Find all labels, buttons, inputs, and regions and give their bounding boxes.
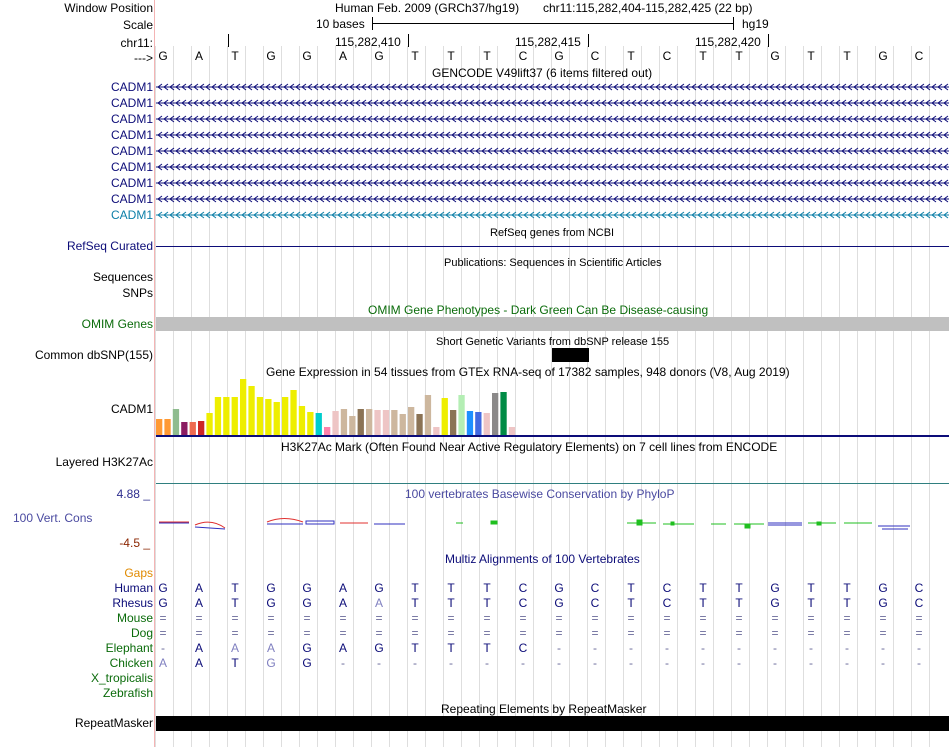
multiz-base: =: [735, 611, 743, 625]
gencode-transcript[interactable]: [156, 194, 949, 204]
gencode-transcript[interactable]: [156, 162, 949, 172]
multiz-base: -: [665, 656, 669, 670]
gtex-bar[interactable]: [484, 413, 490, 435]
base-letter: G: [302, 49, 312, 63]
base-letter: G: [554, 49, 564, 63]
base-letter: C: [662, 49, 672, 63]
gtex-bar[interactable]: [475, 412, 481, 435]
gencode-intron-arrows: [156, 100, 949, 106]
multiz-base: =: [915, 626, 923, 640]
scale-db: hg19: [742, 17, 769, 31]
multiz-base: T: [699, 581, 707, 595]
multiz-base: T: [483, 596, 491, 610]
multiz-base: C: [662, 596, 672, 610]
multiz-base: =: [735, 626, 743, 640]
publications-title: Publications: Sequences in Scientific Articles: [444, 257, 662, 269]
multiz-base: C: [590, 581, 600, 595]
repeatmasker-bar[interactable]: [156, 716, 949, 731]
gtex-bar[interactable]: [509, 427, 515, 435]
multiz-base: C: [590, 596, 600, 610]
gencode-item-label[interactable]: CADM1: [110, 160, 153, 174]
multiz-base: =: [339, 626, 347, 640]
multiz-base: A: [338, 641, 347, 655]
multiz-base: =: [375, 626, 383, 640]
gtex-bar[interactable]: [500, 392, 506, 435]
multiz-base: T: [231, 656, 239, 670]
multiz-base: -: [773, 656, 777, 670]
phylop-min: -4.5 _: [119, 536, 150, 550]
multiz-base: G: [266, 656, 276, 670]
multiz-base: =: [447, 626, 455, 640]
multiz-base: =: [807, 611, 815, 625]
phylop-label[interactable]: 100 Vert. Cons: [13, 511, 93, 525]
multiz-base: A: [194, 641, 203, 655]
multiz-species-label[interactable]: Rhesus: [112, 596, 153, 610]
gtex-bar[interactable]: [458, 395, 464, 435]
gtex-bar[interactable]: [257, 397, 263, 435]
h3k27ac-title: H3K27Ac Mark (Often Found Near Active Regulatory Elements) on 7 cell lines from ENCODE: [281, 440, 778, 454]
gtex-title: Gene Expression in 54 tissues from GTEx RNA-seq of 17382 samples, 948 donors (V8, Aug 2019): [266, 365, 790, 379]
multiz-base: =: [879, 611, 887, 625]
gtex-bar[interactable]: [316, 413, 322, 435]
multiz-base: -: [449, 656, 453, 670]
multiz-base: A: [194, 596, 203, 610]
base-letter: T: [411, 49, 419, 63]
gtex-bar[interactable]: [181, 422, 187, 435]
multiz-base: T: [627, 596, 635, 610]
base-letter: C: [914, 49, 924, 63]
multiz-base: =: [663, 626, 671, 640]
multiz-base: T: [735, 596, 743, 610]
multiz-base: G: [302, 641, 312, 655]
gencode-item-label[interactable]: CADM1: [110, 112, 153, 126]
base-letter: G: [770, 49, 780, 63]
window-position-label: Window Position: [64, 1, 153, 15]
multiz-base: G: [878, 581, 888, 595]
chrom-label: chr11:: [120, 36, 153, 50]
gtex-bar[interactable]: [265, 399, 271, 435]
multiz-base: =: [303, 626, 311, 640]
ruler-tick-label: 115,282,410: [335, 35, 401, 49]
multiz-base: =: [915, 611, 923, 625]
gtex-baseline: [156, 435, 949, 437]
refseq-title: RefSeq genes from NCBI: [490, 227, 615, 239]
omim-title: OMIM Gene Phenotypes - Dark Green Can Be Disease-causing: [368, 303, 709, 317]
multiz-base: T: [411, 581, 419, 595]
base-letter: T: [807, 49, 815, 63]
gencode-transcript[interactable]: [156, 146, 949, 156]
multiz-base: =: [843, 611, 851, 625]
multiz-base: =: [699, 611, 707, 625]
gtex-bar[interactable]: [358, 409, 364, 435]
multiz-species-label[interactable]: Zebrafish: [102, 686, 153, 700]
gencode-item-label[interactable]: CADM1: [110, 80, 153, 94]
multiz-base: T: [447, 596, 455, 610]
multiz-base: T: [843, 596, 851, 610]
h3k27ac-baseline: [156, 483, 949, 484]
gtex-bar[interactable]: [290, 390, 296, 435]
gencode-item-label[interactable]: CADM1: [110, 128, 153, 142]
base-letter: G: [158, 49, 168, 63]
phylop-title: 100 vertebrates Basewise Conservation by PhyloP: [405, 487, 675, 501]
gtex-label[interactable]: CADM1: [110, 402, 153, 416]
omim-bar[interactable]: [156, 317, 949, 331]
multiz-base: G: [878, 596, 888, 610]
multiz-base: G: [302, 596, 312, 610]
gencode-intron-arrows: [156, 132, 949, 138]
gencode-transcript[interactable]: [156, 82, 949, 92]
gtex-bar-chart[interactable]: [156, 378, 949, 438]
base-letter: T: [699, 49, 707, 63]
multiz-base: -: [845, 656, 849, 670]
gtex-bar[interactable]: [374, 410, 380, 435]
multiz-base: G: [158, 596, 168, 610]
multiz-species-label[interactable]: Dog: [130, 626, 153, 640]
multiz-species-label[interactable]: Elephant: [105, 641, 153, 655]
multiz-base: -: [809, 641, 813, 655]
gencode-transcript[interactable]: [156, 130, 949, 140]
multiz-base: G: [374, 641, 384, 655]
multiz-base: T: [483, 581, 491, 595]
multiz-base: G: [374, 581, 384, 595]
gencode-intron-arrows: [156, 212, 949, 218]
base-letter: T: [627, 49, 635, 63]
gtex-bar[interactable]: [240, 379, 246, 435]
multiz-base: C: [518, 581, 528, 595]
multiz-base: -: [773, 641, 777, 655]
multiz-base: C: [914, 596, 924, 610]
multiz-base: A: [194, 581, 203, 595]
multiz-base: -: [701, 641, 705, 655]
ruler-tick-label: 115,282,420: [695, 35, 761, 49]
multiz-base: -: [917, 656, 921, 670]
gencode-intron-arrows: [156, 196, 949, 202]
phylop-max: 4.88 _: [116, 487, 150, 501]
base-letter: C: [590, 49, 600, 63]
gencode-intron-arrows: [156, 180, 949, 186]
dbsnp-title: Short Genetic Variants from dbSNP release 155: [436, 336, 670, 348]
gencode-item-label[interactable]: CADM1: [110, 176, 153, 190]
multiz-base: =: [519, 611, 527, 625]
multiz-base: =: [627, 626, 635, 640]
ruler-tick: [408, 34, 409, 47]
gtex-bar[interactable]: [341, 409, 347, 435]
multiz-base: =: [807, 626, 815, 640]
gtex-bar[interactable]: [467, 411, 473, 435]
gtex-bar[interactable]: [198, 421, 204, 435]
base-letter: G: [266, 49, 276, 63]
multiz-base: =: [483, 626, 491, 640]
multiz-base: A: [158, 656, 167, 670]
gencode-item-label[interactable]: CADM1: [110, 96, 153, 110]
gtex-bar[interactable]: [442, 398, 448, 435]
publications-label-snps[interactable]: SNPs: [122, 286, 153, 300]
multiz-base: =: [519, 626, 527, 640]
multiz-base: G: [266, 596, 276, 610]
multiz-base: =: [555, 611, 563, 625]
multiz-base: A: [374, 596, 383, 610]
multiz-base: =: [267, 611, 275, 625]
multiz-base: T: [843, 581, 851, 595]
gtex-bar[interactable]: [324, 427, 330, 435]
ruler-tick: [228, 34, 229, 47]
gtex-bar[interactable]: [425, 395, 431, 435]
gencode-transcript[interactable]: [156, 210, 949, 220]
gtex-bar[interactable]: [391, 410, 397, 435]
dbsnp-label[interactable]: Common dbSNP(155): [34, 348, 153, 362]
base-letter: C: [518, 49, 528, 63]
multiz-base: T: [807, 596, 815, 610]
multiz-base: -: [377, 656, 381, 670]
multiz-base: T: [231, 581, 239, 595]
multiz-base: -: [737, 656, 741, 670]
base-letter: T: [735, 49, 743, 63]
multiz-base: =: [195, 611, 203, 625]
multiz-base: =: [447, 611, 455, 625]
base-letter: T: [843, 49, 851, 63]
multiz-base: =: [555, 626, 563, 640]
multiz-base: =: [375, 611, 383, 625]
scale-bar: [372, 23, 734, 24]
multiz-base: C: [518, 641, 528, 655]
multiz-base: =: [591, 611, 599, 625]
multiz-base: C: [518, 596, 528, 610]
multiz-base: T: [231, 596, 239, 610]
multiz-base: A: [338, 596, 347, 610]
position-text: chr11:115,282,404-115,282,425 (22 bp): [543, 1, 753, 15]
gencode-item-label[interactable]: CADM1: [110, 144, 153, 158]
multiz-base: -: [521, 656, 525, 670]
multiz-base: G: [554, 581, 564, 595]
multiz-base: G: [266, 581, 276, 595]
multiz-base: =: [663, 611, 671, 625]
multiz-base: T: [807, 581, 815, 595]
base-letter: A: [338, 49, 347, 63]
multiz-base: =: [267, 626, 275, 640]
scale-bar-right-tick: [733, 17, 734, 30]
gtex-bar[interactable]: [307, 412, 313, 435]
gtex-bar[interactable]: [164, 419, 170, 435]
gtex-bar[interactable]: [416, 414, 422, 435]
gtex-bar[interactable]: [366, 409, 372, 435]
multiz-base: T: [735, 581, 743, 595]
gtex-bar[interactable]: [408, 407, 414, 435]
gencode-transcript[interactable]: [156, 178, 949, 188]
dbsnp-variant[interactable]: [552, 348, 589, 362]
multiz-base: A: [230, 641, 239, 655]
base-letter: T: [231, 49, 239, 63]
multiz-base: -: [593, 641, 597, 655]
multiz-base: A: [338, 581, 347, 595]
multiz-base: G: [770, 596, 780, 610]
multiz-base: =: [843, 626, 851, 640]
multiz-base: =: [303, 611, 311, 625]
multiz-base: T: [483, 641, 491, 655]
gtex-bar[interactable]: [332, 411, 338, 435]
ruler-tick-label: 115,282,415: [515, 35, 581, 49]
multiz-base: =: [591, 626, 599, 640]
gtex-bar[interactable]: [492, 393, 498, 435]
ruler-tick: [588, 34, 589, 47]
multiz-base: G: [554, 596, 564, 610]
gtex-bar[interactable]: [232, 397, 238, 435]
multiz-gaps-label[interactable]: Gaps: [124, 566, 153, 580]
gtex-bar[interactable]: [299, 406, 305, 435]
multiz-base: A: [194, 656, 203, 670]
gtex-bar[interactable]: [223, 397, 229, 435]
gtex-bar[interactable]: [433, 427, 439, 435]
gencode-intron-arrows: [156, 116, 949, 122]
multiz-species-label[interactable]: X_tropicalis: [90, 671, 153, 685]
multiz-base: -: [917, 641, 921, 655]
multiz-species-label[interactable]: Mouse: [116, 611, 153, 625]
multiz-base: =: [771, 626, 779, 640]
multiz-base: -: [557, 656, 561, 670]
multiz-species-label[interactable]: Chicken: [109, 656, 153, 670]
scale-label: Scale: [122, 18, 153, 32]
multiz-base: -: [629, 656, 633, 670]
phylop-signal[interactable]: [156, 514, 949, 534]
multiz-base: T: [411, 641, 419, 655]
multiz-base: =: [483, 611, 491, 625]
multiz-base: G: [302, 656, 312, 670]
scale-text: 10 bases: [316, 17, 365, 31]
multiz-title: Multiz Alignments of 100 Vertebrates: [445, 552, 640, 566]
gencode-transcript[interactable]: [156, 98, 949, 108]
publications-label-sequences[interactable]: Sequences: [92, 270, 153, 284]
multiz-base: =: [159, 626, 167, 640]
base-letter: T: [483, 49, 491, 63]
base-letter: A: [194, 49, 203, 63]
gtex-bar[interactable]: [215, 397, 221, 435]
repeatmasker-title: Repeating Elements by RepeatMasker: [441, 702, 647, 716]
multiz-base: =: [627, 611, 635, 625]
gencode-transcript[interactable]: [156, 114, 949, 124]
multiz-base: -: [593, 656, 597, 670]
multiz-base: =: [231, 611, 239, 625]
multiz-base: A: [266, 641, 275, 655]
multiz-base: -: [341, 656, 345, 670]
gtex-bar[interactable]: [156, 419, 162, 435]
gtex-bar[interactable]: [450, 410, 456, 435]
gtex-bar[interactable]: [190, 422, 196, 435]
multiz-base: =: [159, 611, 167, 625]
multiz-base: -: [737, 641, 741, 655]
gtex-bar[interactable]: [383, 410, 389, 435]
multiz-base: -: [629, 641, 633, 655]
ruler-tick: [768, 34, 769, 47]
gencode-item-label[interactable]: CADM1: [110, 192, 153, 206]
multiz-base: =: [699, 626, 707, 640]
gtex-bar[interactable]: [206, 413, 212, 435]
multiz-base: -: [665, 641, 669, 655]
multiz-base: -: [881, 641, 885, 655]
multiz-base: T: [447, 581, 455, 595]
multiz-base: G: [158, 581, 168, 595]
multiz-species-label[interactable]: Human: [114, 581, 153, 595]
multiz-base: T: [627, 581, 635, 595]
multiz-base: =: [195, 626, 203, 640]
gencode-intron-arrows: [156, 148, 949, 154]
gtex-bar[interactable]: [349, 416, 355, 435]
refseq-line[interactable]: [156, 246, 949, 247]
multiz-base: -: [845, 641, 849, 655]
multiz-base: G: [302, 581, 312, 595]
multiz-base: =: [879, 626, 887, 640]
multiz-base: -: [557, 641, 561, 655]
assembly-text: Human Feb. 2009 (GRCh37/hg19): [335, 1, 520, 15]
gtex-bar[interactable]: [400, 414, 406, 435]
multiz-base: -: [161, 641, 165, 655]
gtex-bar[interactable]: [173, 409, 179, 435]
multiz-base: =: [339, 611, 347, 625]
strand-label: --->: [134, 51, 153, 65]
multiz-base: T: [699, 596, 707, 610]
base-letter: G: [878, 49, 888, 63]
gencode-intron-arrows: [156, 164, 949, 170]
gtex-bar[interactable]: [248, 386, 254, 435]
refseq-label[interactable]: RefSeq Curated: [66, 239, 153, 253]
multiz-base: C: [914, 581, 924, 595]
multiz-base: -: [701, 656, 705, 670]
gtex-bar[interactable]: [274, 402, 280, 435]
base-letter: G: [374, 49, 384, 63]
gencode-item-label[interactable]: CADM1: [110, 208, 153, 222]
base-letter: T: [447, 49, 455, 63]
repeatmasker-label[interactable]: RepeatMasker: [74, 716, 153, 730]
multiz-base: =: [231, 626, 239, 640]
multiz-base: G: [770, 581, 780, 595]
gencode-title: GENCODE V49lift37 (6 items filtered out): [432, 66, 653, 80]
h3k27ac-label[interactable]: Layered H3K27Ac: [55, 455, 153, 469]
multiz-base: =: [771, 611, 779, 625]
multiz-base: -: [485, 656, 489, 670]
omim-label[interactable]: OMIM Genes: [81, 317, 153, 331]
multiz-base: =: [411, 611, 419, 625]
multiz-base: C: [662, 581, 672, 595]
multiz-base: -: [809, 656, 813, 670]
multiz-base: T: [447, 641, 455, 655]
gtex-bar[interactable]: [282, 397, 288, 435]
multiz-base: -: [413, 656, 417, 670]
multiz-base: -: [881, 656, 885, 670]
gencode-intron-arrows: [156, 84, 949, 90]
multiz-base: =: [411, 626, 419, 640]
multiz-base: T: [411, 596, 419, 610]
